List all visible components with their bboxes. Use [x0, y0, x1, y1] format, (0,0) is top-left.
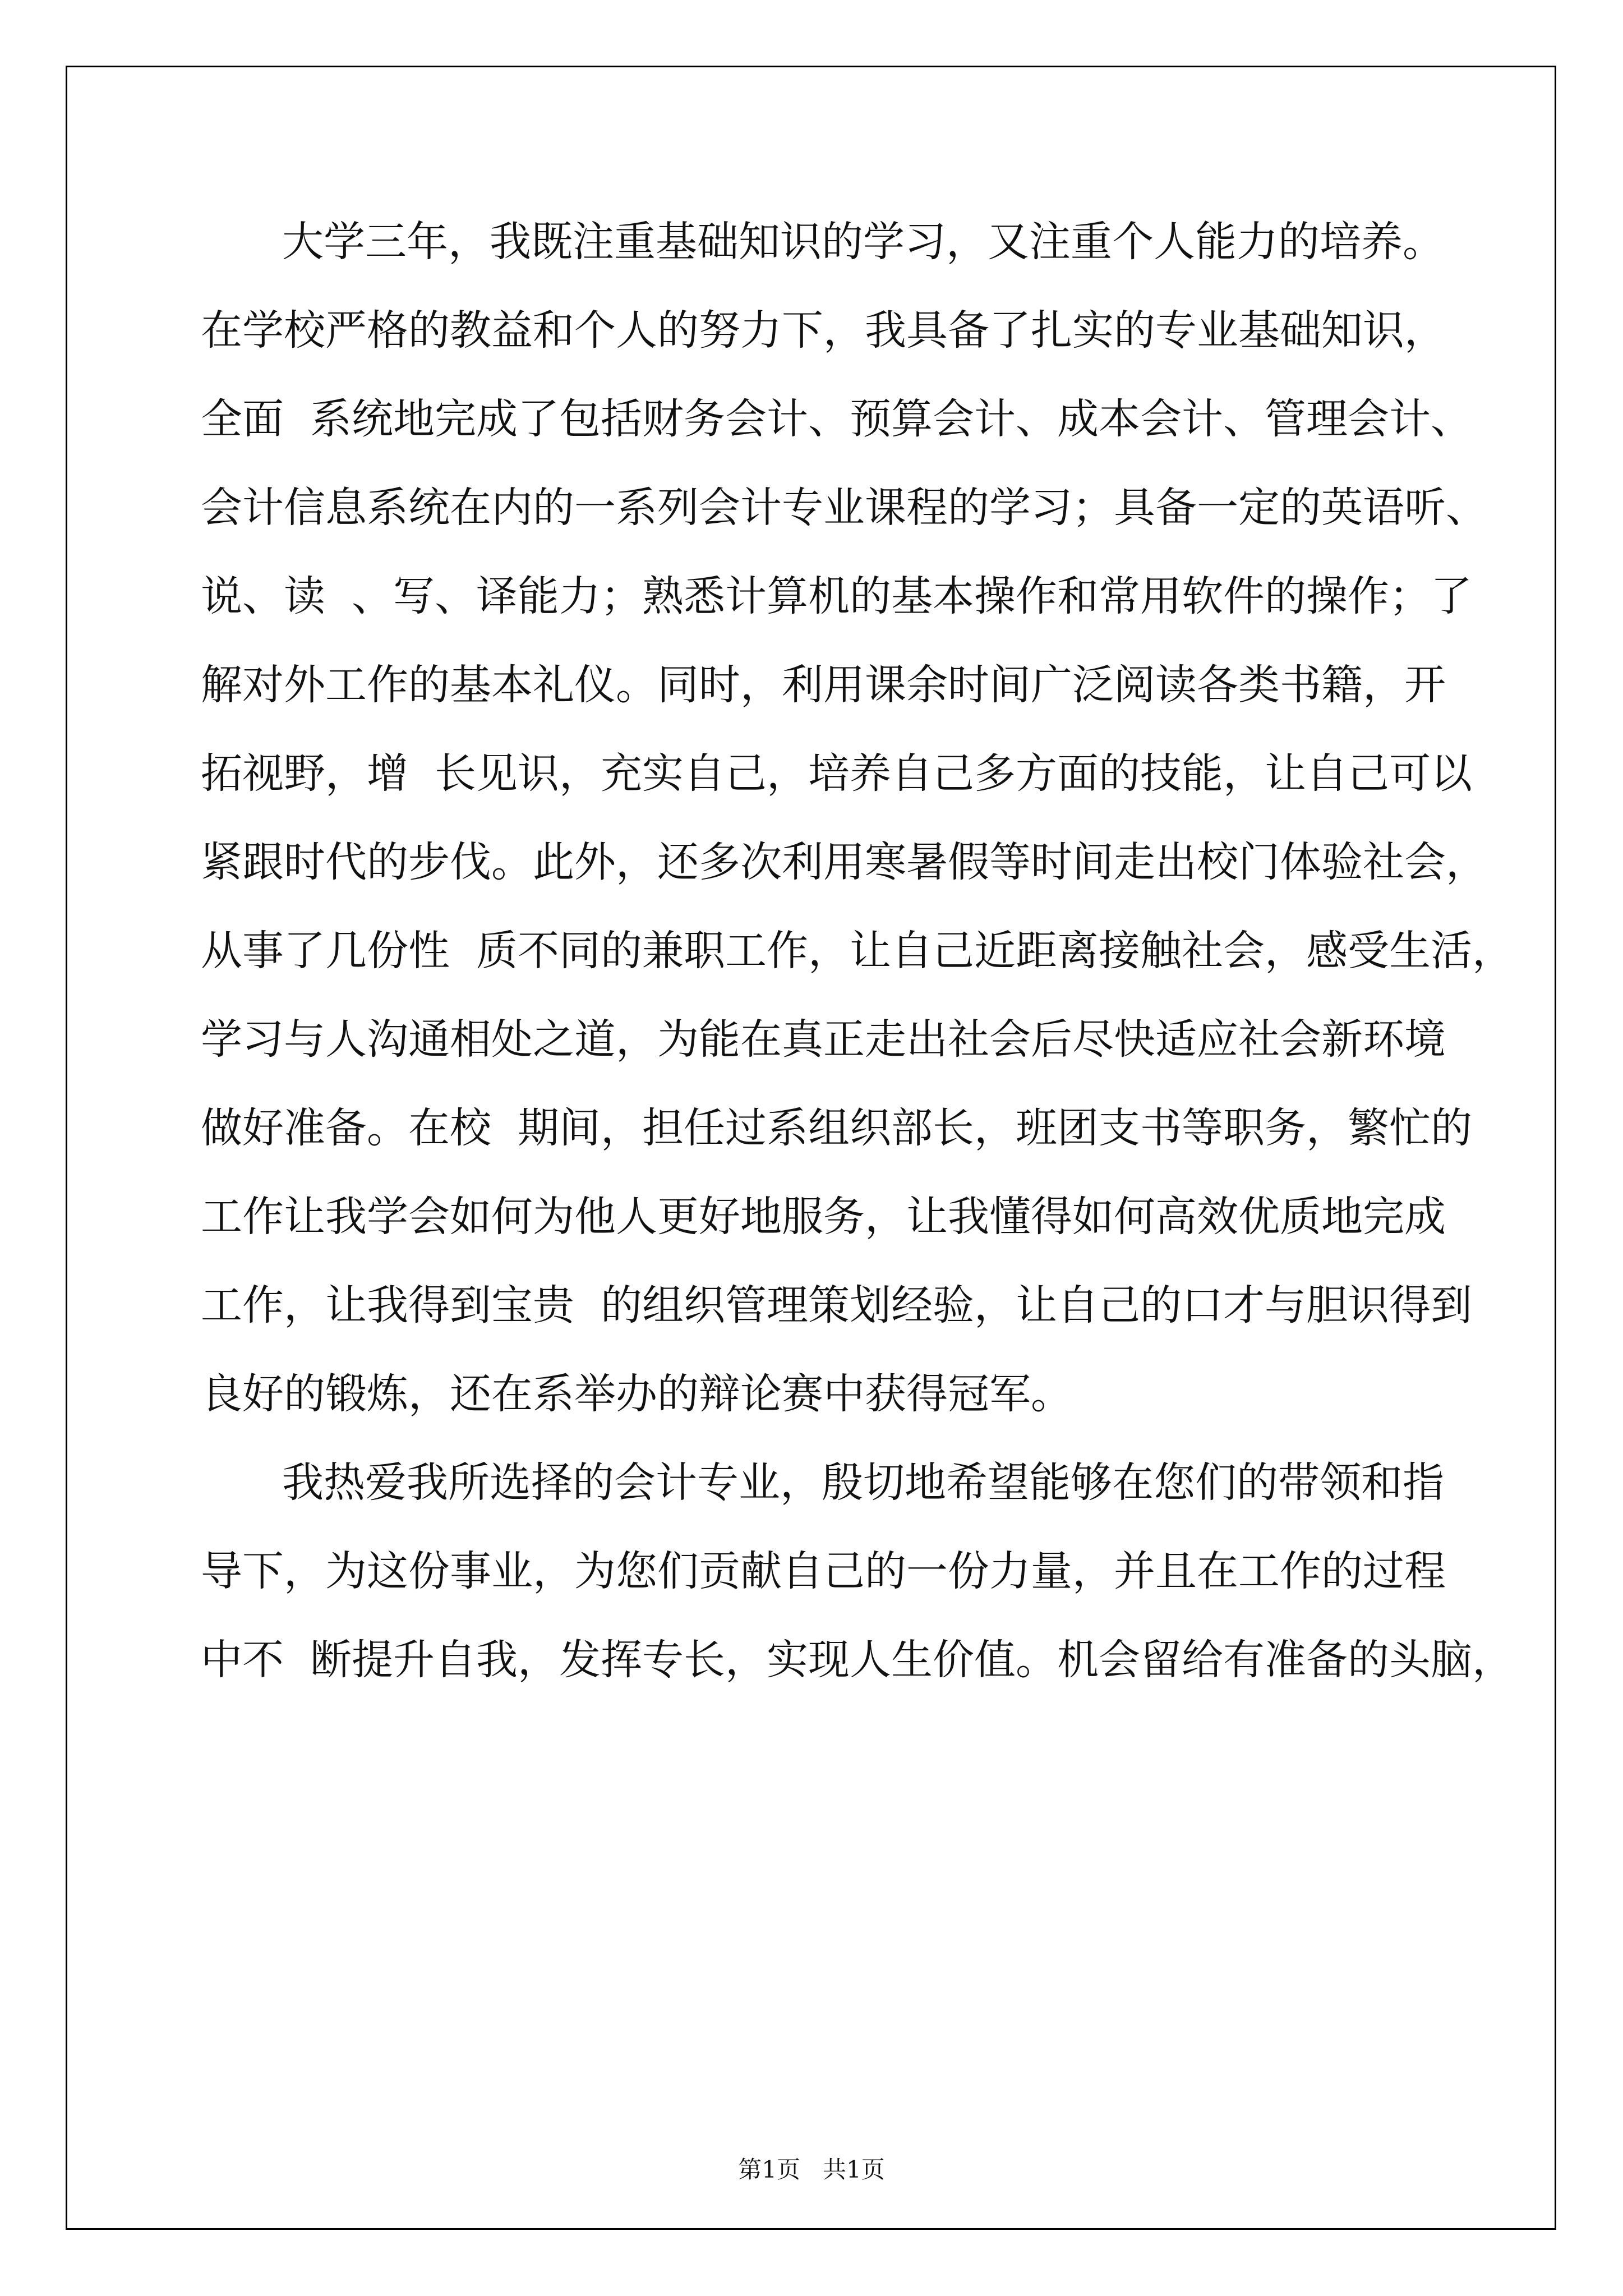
paragraph-1-line-14: 良好的锻炼，还在系举办的辩论赛中获得冠军。 [201, 1370, 1072, 1418]
paragraph-1-line-4: 会计信息系统在内的一系列会计专业课程的学习；具备一定的英语听、 [201, 484, 1487, 532]
paragraph-1-line-6: 解对外工作的基本礼仪。同时，利用课余时间广泛阅读各类书籍，开 [201, 661, 1446, 709]
paragraph-1-line-1: 大学三年，我既注重基础知识的学习，又注重个人能力的培养。 [282, 218, 1444, 266]
paragraph-1-line-5: 说、读 、写、译能力；熟悉计算机的基本操作和常用软件的操作；了 [201, 572, 1473, 620]
paragraph-1-line-12: 工作让我学会如何为他人更好地服务，让我懂得如何高效优质地完成 [201, 1193, 1446, 1241]
paragraph-1-line-8: 紧跟时代的步伐。此外，还多次利用寒暑假等时间走出校门体验社会， [201, 838, 1487, 886]
paragraph-2-line-1: 我热爱我所选择的会计专业，殷切地希望能够在您们的带领和指 [282, 1458, 1444, 1507]
document-body [201, 197, 1514, 1704]
paragraph-1-line-13: 工作，让我得到宝贵 的组织管理策划经验，让自己的口才与胆识得到 [201, 1281, 1473, 1329]
paragraph-1-line-11: 做好准备。在校 期间，担任过系组织部长，班团支书等职务，繁忙的 [201, 1104, 1473, 1152]
paragraph-1-line-2: 在学校严格的教益和个人的努力下，我具备了扎实的专业基础知识， [201, 306, 1446, 355]
paragraph-1-line-7: 拓视野，增 长见识，充实自己，培养自己多方面的技能，让自己可以 [201, 749, 1473, 798]
paragraph-2-line-2: 导下，为这份事业，为您们贡献自己的一份力量，并且在工作的过程 [201, 1547, 1446, 1595]
paragraph-1-line-9: 从事了几份性 质不同的兼职工作，让自己近距离接触社会，感受生活， [201, 927, 1514, 975]
paragraph-1-line-10: 学习与人沟通相处之道，为能在真正走出社会后尽快适应社会新环境 [201, 1015, 1446, 1064]
paragraph-2-line-3: 中不 断提升自我，发挥专长，实现人生价值。机会留给有准备的头脑， [201, 1636, 1514, 1684]
page-number-footer: 第1页 共1页 [738, 2156, 885, 2183]
paragraph-1-line-3: 全面 系统地完成了包括财务会计、预算会计、成本会计、管理会计、 [201, 395, 1473, 443]
